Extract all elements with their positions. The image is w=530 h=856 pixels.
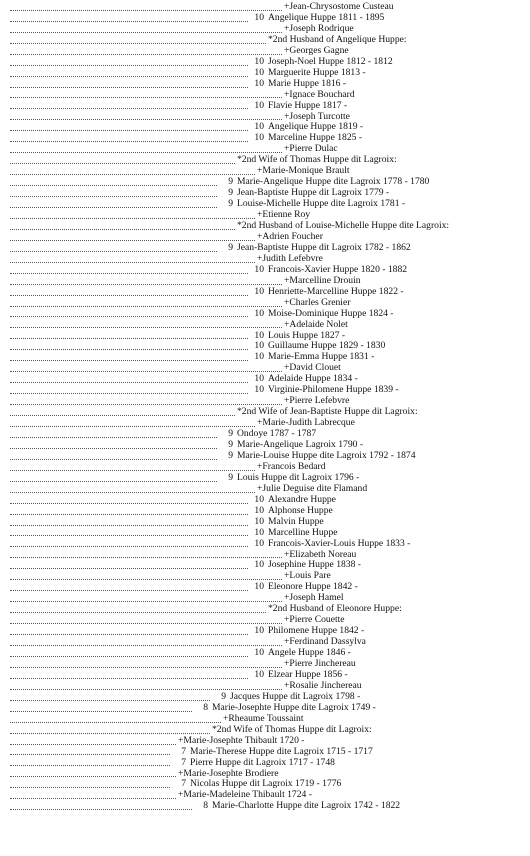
dotted-leader [10,348,248,350]
dotted-leader [10,20,248,22]
person-name: Joseph-Noel Huppe 1812 - 1812 [268,55,393,67]
spouse-name: +Joseph Turcotte [284,110,350,122]
generation-number: 10 [254,132,264,144]
generation-number: 10 [254,493,264,505]
spouse-name: +David Clouet [284,362,341,374]
spouse-name: +Pierre Couette [284,614,345,626]
dotted-leader [10,502,248,504]
person-name: Malvin Huppe [268,515,324,527]
descendant-line [10,703,376,714]
dotted-leader [10,677,248,679]
descendant-line [10,57,393,68]
dotted-leader [10,107,248,109]
dotted-leader [10,195,217,197]
dotted-leader [10,743,176,745]
generation-number: 10 [254,55,264,67]
descendant-line [10,320,348,331]
person-name: Marie-Angelique Huppe dite Lagroix 1778 - 1780 [237,176,430,188]
generation-number: 10 [254,537,264,549]
dotted-leader [10,513,248,515]
person-name: Nicolas Huppe dit Lagroix 1719 - 1776 [190,778,342,790]
dotted-leader [10,261,255,263]
dotted-leader [10,305,282,307]
spouse-name: +Pierre Dulac [284,143,338,155]
remarriage-note: *2nd Wife of Jean-Baptiste Huppe dit Lagroix: [237,406,418,418]
dotted-leader [10,721,221,723]
dotted-leader [10,53,282,55]
descendant-line [10,68,366,79]
generation-number: 10 [254,340,264,352]
dotted-leader [10,425,255,427]
descendant-line [10,276,361,287]
spouse-name: +Marie-Josephte Brodiere [178,767,279,779]
remarriage-note: *2nd Husband of Eleonore Huppe: [268,603,402,615]
spouse-name: +Marie-Josephte Thibault 1720 - [178,734,305,746]
person-name: Adelaide Huppe 1834 - [268,373,358,385]
dotted-leader [10,381,248,383]
descendant-line [10,758,335,769]
person-name: Marie-Louise Huppe dite Lagroix 1792 - 1874 [237,449,416,461]
spouse-name: +Marcelline Drouin [284,274,361,286]
spouse-name: +Rheaume Toussaint [223,712,304,724]
generation-number: 8 [203,701,208,713]
dotted-leader [10,447,217,449]
dotted-leader [10,534,248,536]
dotted-leader [10,699,210,701]
generation-number: 10 [254,11,264,23]
person-name: Marie-Charlotte Huppe dite Lagroix 1742 - 1822 [212,800,401,812]
generation-number: 10 [254,373,264,385]
person-name: Alexandre Huppe [268,493,336,505]
generation-number: 10 [254,77,264,89]
generation-number: 10 [254,307,264,319]
dotted-leader [10,633,248,635]
dotted-leader [10,458,217,460]
spouse-name: +Ignace Bouchard [284,88,355,100]
remarriage-note: *2nd Husband of Angelique Huppe: [268,33,407,45]
person-name: Josephine Huppe 1838 - [268,559,361,571]
remarriage-note: *2nd Wife of Thomas Huppe dit Lagroix: [237,154,397,166]
dotted-leader [10,294,248,296]
dotted-leader [10,469,255,471]
person-name: Alphonse Huppe [268,504,333,516]
dotted-leader [10,283,282,285]
person-name: Marcelline Huppe [268,526,338,538]
dotted-leader [10,491,255,493]
person-name: Pierre Huppe dit Lagroix 1717 - 1748 [190,756,335,768]
generation-number: 9 [228,428,233,440]
generation-number: 10 [254,99,264,111]
spouse-name: +Pierre Jinchereau [284,658,356,669]
person-name: Angele Huppe 1846 - [268,647,351,659]
dotted-leader [10,96,282,98]
person-name: Louise-Michelle Huppe dite Lagroix 1781 - [237,198,406,210]
spouse-name: +Pierre Lefebvre [284,395,350,407]
person-name: Louis Huppe dit Lagroix 1796 - [237,471,360,483]
dotted-leader [10,206,217,208]
spouse-name: +Francois Bedard [257,460,326,472]
spouse-name: +Marie-Judith Labrecque [257,417,355,429]
spouse-name: +Jean-Chrysostome Custeau [284,1,394,12]
spouse-name: +Elizabeth Noreau [284,548,357,560]
generation-number: 10 [254,66,264,78]
generation-number: 9 [228,241,233,253]
generation-number: 10 [254,647,264,659]
dotted-leader [10,184,217,186]
dotted-leader [10,732,210,734]
generation-number: 10 [254,351,264,363]
dotted-leader [10,403,282,405]
descendant-line [10,801,400,812]
dotted-leader [10,622,282,624]
person-name: Francois-Xavier-Louis Huppe 1833 - [268,537,411,549]
person-name: Angelique Huppe 1811 - 1895 [268,11,385,23]
dotted-leader [10,753,170,755]
person-name: Jacques Huppe dit Lagroix 1798 - [230,690,361,702]
dotted-leader [10,228,235,230]
person-name: Marie-Josephte Huppe dite Lagroix 1749 - [212,701,376,713]
generation-number: 7 [181,745,186,757]
dotted-leader [10,337,248,339]
dotted-leader [10,64,248,66]
descendant-line [10,287,404,298]
descendant-line [10,90,355,101]
dotted-leader [10,775,176,777]
generation-number: 10 [254,384,264,396]
dotted-leader [10,370,282,372]
generation-number: 10 [254,329,264,341]
person-name: Ondoye 1787 - 1787 [237,428,317,440]
person-name: Virginie-Philomene Huppe 1839 - [268,384,399,396]
remarriage-note: *2nd Husband of Louise-Michelle Huppe dite Lagroix: [237,220,450,231]
dotted-leader [10,786,170,788]
generation-number: 7 [181,756,186,768]
descendant-line [10,101,347,112]
spouse-name: +Rosalie Jinchereau [284,679,362,691]
dotted-leader [10,173,255,175]
dotted-leader [10,75,248,77]
dotted-leader [10,162,235,164]
spouse-name: +Ferdinand Dassylva [284,636,366,648]
descendant-line [10,528,338,539]
spouse-name: +Julie Deguise dite Flamand [257,482,368,494]
dotted-leader [10,655,248,657]
person-name: Marceline Huppe 1825 - [268,132,363,144]
generation-number: 10 [254,504,264,516]
spouse-name: +Adrien Foucher [257,230,323,242]
dotted-leader [10,414,235,416]
person-name: Jean-Baptiste Huppe dit Lagroix 1779 - [237,187,390,199]
dotted-leader [10,688,282,690]
generation-number: 9 [228,439,233,450]
descendant-line [10,747,373,758]
descendant-line [10,451,416,462]
dotted-leader [10,392,248,394]
descendant-line [10,243,411,254]
spouse-name: +Charles Grenier [284,296,351,308]
dotted-leader [10,151,282,153]
dotted-leader [10,764,170,766]
spouse-name: +Joseph Rodrique [284,22,354,34]
generation-number: 10 [254,285,264,297]
descendant-line [10,309,394,320]
person-name: Marie-Angelique Lagroix 1790 - [237,439,364,450]
generation-number: 9 [228,198,233,210]
dotted-leader [10,239,255,241]
generation-number: 10 [254,263,264,275]
generation-number: 10 [254,526,264,538]
dotted-leader [10,129,248,131]
person-name: Eleonore Huppe 1842 - [268,581,358,593]
descendant-line [10,517,324,528]
person-name: Marie Huppe 1816 - [268,77,347,89]
spouse-name: +Georges Gagne [284,44,349,56]
generation-number: 9 [228,187,233,199]
descendant-line [10,725,372,736]
dotted-leader [10,710,192,712]
descendant-line [10,407,418,418]
dotted-leader [10,797,176,799]
descendant-line [10,736,304,747]
spouse-name: +Judith Lefebvre [257,252,323,264]
person-name: Philomene Huppe 1842 - [268,625,365,637]
dotted-leader [10,42,266,44]
descendant-line [10,221,449,232]
remarriage-note: *2nd Wife of Thomas Huppe dit Lagroix: [212,723,372,735]
dotted-leader [10,567,248,569]
generation-number: 9 [228,176,233,188]
descendant-line [10,495,336,506]
dotted-leader [10,524,248,526]
person-name: Louis Huppe 1827 - [268,329,346,341]
dotted-leader [10,272,248,274]
spouse-name: +Marie-Monique Brault [257,165,350,177]
person-name: Marguerite Huppe 1813 - [268,66,366,78]
descendant-line [10,298,350,309]
dotted-leader [10,217,255,219]
dotted-leader [10,436,217,438]
generation-number: 10 [254,121,264,133]
dotted-leader [10,808,192,810]
descendant-line [10,506,333,517]
spouse-name: +Adelaide Nolet [284,318,348,330]
spouse-name: +Marie-Madeleine Thibault 1724 - [178,789,312,801]
generation-number: 9 [221,690,226,702]
dotted-leader [10,545,248,547]
descendant-line [10,714,304,725]
person-name: Henriette-Marcelline Huppe 1822 - [268,285,404,297]
dotted-leader [10,589,248,591]
dotted-leader [10,480,217,482]
person-name: Moise-Dominique Huppe 1824 - [268,307,394,319]
person-name: Guillaume Huppe 1829 - 1830 [268,340,386,352]
generation-number: 10 [254,559,264,571]
generation-number: 7 [181,778,186,790]
person-name: Angelique Huppe 1819 - [268,121,364,133]
spouse-name: +Louis Pare [284,570,331,582]
descendant-line [10,199,405,210]
person-name: Francois-Xavier Huppe 1820 - 1882 [268,263,408,275]
generation-number: 10 [254,668,264,680]
dotted-leader [10,31,282,33]
dotted-leader [10,140,248,142]
generation-number: 10 [254,515,264,527]
dotted-leader [10,250,217,252]
generation-number: 8 [203,800,208,812]
person-name: Marie-Emma Huppe 1831 - [268,351,375,363]
descendant-line [10,539,410,550]
dotted-leader [10,578,282,580]
person-name: Elzear Huppe 1856 - [268,668,348,680]
dotted-leader [10,118,282,120]
dotted-leader [10,359,248,361]
dotted-leader [10,611,266,613]
spouse-name: +Joseph Hamel [284,592,344,604]
person-name: Flavie Huppe 1817 - [268,99,348,111]
dotted-leader [10,315,248,317]
generation-number: 10 [254,581,264,593]
generation-number: 10 [254,625,264,637]
spouse-name: +Etienne Roy [257,209,311,221]
generation-number: 9 [228,449,233,461]
person-name: Jean-Baptiste Huppe dit Lagroix 1782 - 1862 [237,241,411,253]
dotted-leader [10,600,282,602]
dotted-leader [10,666,282,668]
dotted-leader [10,326,282,328]
dotted-leader [10,9,282,11]
generation-number: 9 [228,471,233,483]
person-name: Marie-Therese Huppe dite Lagroix 1715 - 1717 [190,745,373,757]
dotted-leader [10,86,248,88]
descendant-line [10,79,346,90]
dotted-leader [10,556,282,558]
dotted-leader [10,644,282,646]
